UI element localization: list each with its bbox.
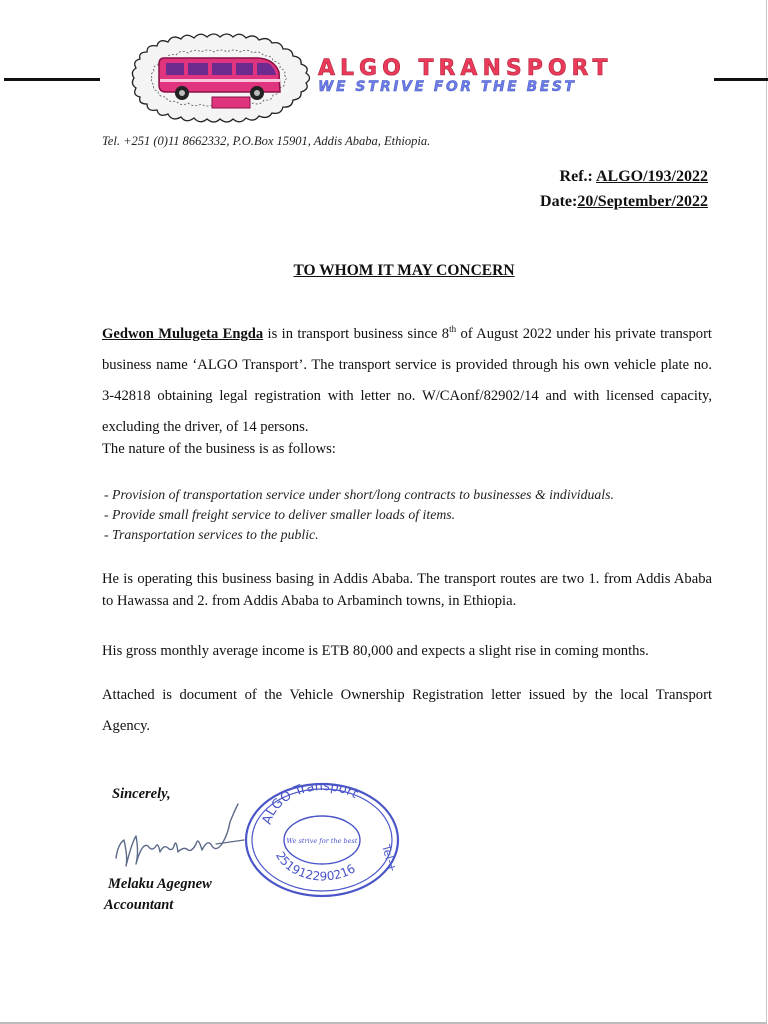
business-activities-list	[104, 485, 724, 545]
contact-info: Tel. +251 (0)11 8662332, P.O.Box 15901, Addis Ababa, Ethiopia.	[102, 134, 431, 148]
company-stamp-icon	[240, 776, 404, 900]
date-value: 20/September/2022	[577, 193, 708, 210]
intro-text-b: of August 2022 under his private transport business name ‘ALGO Transport’. The transport service is provided through his own vehicle plate no. 3-42818 obtaining legal registration with letter no. W/CAonf/82902/14 and with licensed capacity, excluding the driver, of 14 persons.	[102, 325, 712, 435]
brand-tagline: WE STRIVE FOR THE BEST	[318, 79, 577, 95]
stamp-bottom-text: 251912290216	[272, 849, 358, 884]
logo-badge	[126, 28, 316, 128]
stamp-center-text: We strive for the best	[286, 837, 358, 845]
intro-text-a: is in transport business since 8	[263, 325, 450, 342]
stamp-right-text: Tel-+	[379, 843, 400, 874]
date-label: Date:	[540, 193, 578, 210]
reference-value: ALGO/193/2022	[595, 168, 708, 185]
brand-name: ALGO TRANSPORT	[318, 56, 613, 81]
signer-title: Accountant	[104, 897, 174, 913]
paragraph-nature-heading	[102, 434, 712, 465]
list-item: - Provision of transportation service under short/long contracts to businesses & individuals.	[104, 487, 614, 502]
person-name: Gedwon Mulugeta Engda	[102, 325, 264, 342]
handwritten-signature-icon	[112, 800, 252, 880]
paragraph-introduction	[102, 314, 712, 443]
header-rule-right	[714, 78, 768, 81]
svg-text:251912290216	[273, 849, 358, 883]
svg-text:ALGO Transport	[260, 779, 361, 826]
list-item: - Provide small freight service to deliver smaller loads of items.	[104, 507, 456, 522]
list-item: - Transportation services to the public.	[104, 527, 319, 542]
minibus-icon	[132, 34, 309, 122]
closing-salutation: Sincerely,	[112, 786, 171, 802]
stamp-top-text: ALGO Transport	[259, 779, 361, 827]
ordinal-superscript: th	[449, 324, 457, 334]
reference-label: Ref.:	[559, 168, 596, 185]
paragraph-attachment	[102, 680, 712, 742]
income-text: His gross monthly average income is ETB 80,000 and expects a slight rise in coming months.	[102, 643, 649, 659]
letter-subject: TO WHOM IT MAY CONCERN	[293, 262, 515, 279]
reference-number	[560, 168, 708, 186]
signer-name: Melaku Agegnew	[108, 876, 212, 892]
letter-date	[540, 193, 708, 211]
paragraph-income	[102, 640, 712, 662]
header-rule-left	[4, 78, 100, 81]
paragraph-routes	[102, 568, 712, 612]
nature-heading-text: The nature of the business is as follows:	[102, 441, 336, 457]
routes-text: He is operating this business basing in Addis Ababa. The transport routes are two 1. from Addis Ababa to Hawassa and 2. from Addis Ababa to Arbaminch towns, in Ethiopia.	[102, 571, 712, 609]
attachment-text: Attached is document of the Vehicle Ownership Registration letter issued by the local Transport Agency.	[102, 687, 712, 734]
